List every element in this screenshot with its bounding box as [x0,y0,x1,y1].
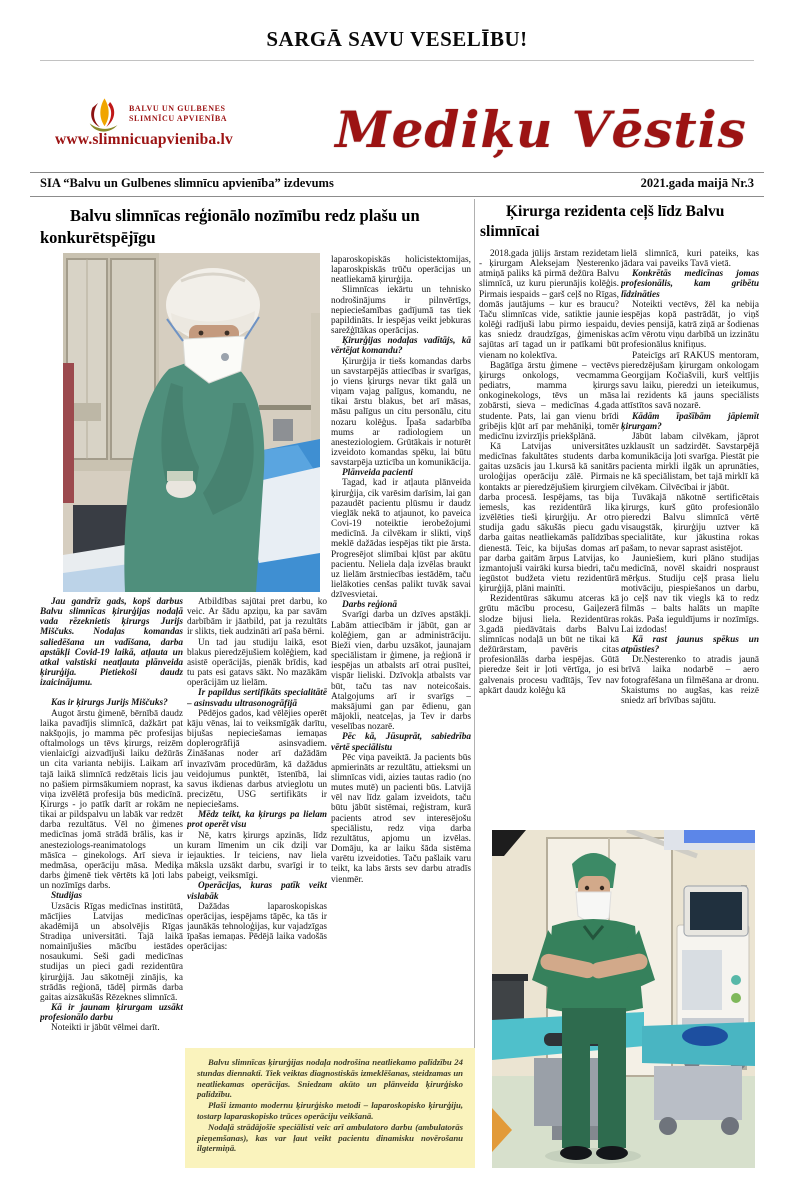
paragraph: Pēc kā, Jūsuprāt, sabiedrība vērtē speciālistu [331,732,471,753]
paragraph: Svarīgi darba un dzīves apstākļi. Labām attiecībām ir jābūt, gan ar kolēģiem, gan ar administrāciju. Bieži vien, darbu uzsākot, jaunajam speciālistam ir ģimene, ja reģionā ir iespējas un atbalsts arī otrai pusītei, vispār lieliski. Dzīvokļa atbalsts var būt, taču tas nav noteicošais. Atalgojums arī ir svarīgs – maksājumi gan par ēdienu, gan mājokli, neatceļas, ja Tev ir darbs veselības nozarē. [331,610,471,733]
paragraph: Nodaļā strādājošie speciālisti veic arī ambulatoro darbu (ambulatorās pieņemšanas), kas var ļaut veikt pacientu dinamisku novērošanu ilgtermiņā. [197,1121,463,1154]
paragraph: Bagātīga ārstu ģimene – vectēvs ķirurgs onkologs, vecmamma pediatrs, mamma ķirurgs onkoginekologs, tēvs un māsa zobārsti, sieva – medicīnas 4.gada studente. Pats, lai gan vienu brīdi gribējis kļūt arī par mehāniķi, tomēr medicīnu izvirzījis priekšplānā. [479,360,619,442]
issue-bar [40,176,754,191]
paragraph: Studijas [51,891,83,902]
issue-date-number: 2021.gada maijā Nr.3 [640,176,754,190]
paragraph: Plānveida pacienti [342,468,414,479]
left-article-column-1 [40,597,183,1172]
paragraph: Kā rast jaunus spēkus un atpūsties? [621,634,759,656]
paragraph: Ir papildus sertifikāts specialitātē – asinsvadu ultrasonogrāfijā [187,688,327,709]
left-article-column-2 [187,597,327,1047]
paragraph: Tuvākajā nākotnē sertificētais ķirurgs, kurš gūto profesionālo pieredzi Balvu slimnīcā vērtē visaugstāk, ķirurģiju uztver kā specialitāte, kur jākustina rokas pašam, to nevar saprast asistējot. [621,492,759,554]
paragraph: 2018.gada jūlijs ārstam rezidetam - ķirurgam Aleksejam Ņesterenko atmiņā paliks kā pirmā dežūra Balvu slimnīcā, uz kuru pierunājis kolēģis. Pirmais iespaids – garš ceļš no Rīgas, domās jautājums – kur es braucu? Taču slimnīcas vide, satiktie jaunie kolēģi radījuši labu pirmo iespaidu, kas sniedz draudzīgas, ģimeniskas sajūtas arī tagad un ir patīkami būt vienam no kolektīva. [479,249,619,361]
right-article-title: Ķirurga rezidenta ceļš līdz Balvu slimnīcai [480,203,725,241]
paragraph: Kā ir jaunam ķirurgam uzsākt profesionālo darbu [40,1003,183,1024]
left-article-title: Balvu slimnīcas reģionālo nozīmību redz plašu un konkurētspējīgu [40,206,420,247]
left-article-column-3 [331,255,471,1037]
paragraph: laparoskopiskās holicistektomijas, laparoskpiskās trūču operācijas un neatliekamā ķirurģija. [331,255,471,286]
column-divider [474,199,475,1168]
paragraph: Ķirurģijas nodaļas vadītājs, kā vērtējat komandu? [331,336,471,357]
issue-bar-bottom-rule [30,196,764,197]
paragraph: Nē, katrs ķirurgs apzinās, līdz kuram līmenim un cik dziļi var iejaukties. Ir teiciens, nav liela māksla uzsākt darbu, svarīgi ir to pabeigt, veiksmīgi. [187,830,327,882]
masthead-title: Mediķu Vēstis [335,100,747,159]
issue-bar-top-rule [30,172,764,173]
issue-publisher: SIA “Balvu un Gulbenes slimnīcu apvienība” izdevums [40,176,334,190]
paragraph: Pēc viņa paveiktā. Ja pacients būs apmierināts ar rezultātu, attieksmi un slimnīcas vidi, aizies tautas radio (no mutes mutē) un pacienti būs. Latvijā vēl nav līdz galam izveidots, taču būtu jābūt sistēmai, reģistram, kurā pacients atrod sev interesējošu speciālistu, redz viņa darba rezultātus, apjomu un izvēlas. Domāju, ka ar laiku šāda sistēma varētu izveidoties. Taču pašlaik varu teikt, ka labs ārsts sev darbu atradīs vienmēr. [331,752,471,885]
paragraph: Dr.Ņesterenko to atradis jaunā brīvā laika nodarbē – aero fotografēšana un filmēšana ar dronu. Skaistums no augšas, kas reizē sniedz arī brīvības sajūtu. [621,655,759,706]
paragraph: Jau gandrīz gads, kopš darbus Balvu slimnīcas ķirurģijas nodaļā vada rēzeknietis ķirurgs Jurijs Miščuks. Nodaļas komandas saliedēšana un vadīšana, darba apstākļi Covid-19 laikā, atļauta un atkal valstiski neatļauta plānveida ķirurģija. Pietiekoši daudz izaicinājumu. [40,597,183,689]
surgery-department-info-box [185,1048,475,1168]
page-slogan: SARGĀ SAVU VESELĪBU! [266,27,528,51]
paragraph: Un tad jau studiju laikā, esot blakus pieredzējušiem kolēģiem, kad asistē operācijās, pienāk brīdis, kad tu pats esi gatavs sākt. No mazākām operācijām uz lielām. [187,637,327,689]
paragraph: Pateicīgs arī RAKUS mentoram, pieredzējušam ķirurgam onkologam Georgijam Kočiašvili, kurš veltījis savu laiku, pieredzi un ieteikumus, lai rezidents kā jauns speciālists attīstītos savā nozarē. [621,350,759,412]
paragraph: Jābūt labam cilvēkam, jāprot uzklausīt un sadzirdēt. Savstarpējā komunikācija ļoti svarīga. Piestāt pie pacienta mirkli ilgāk un aprunāties, ne kā speciālistam, bet tajā mirklī kā cilvēkam. Cilvēcībai ir jābūt. [621,431,759,493]
paragraph: Pēdējos gados, kad vēlējies operēt kāju vēnas, lai to veiksmīgāk darītu, bijušas nepieciešamas iemaņas doplerogrāfijā asinsvadiem. Zināšanas noder arī dažādām invazīvām procedūrām, kā dažādus veidojumus punktēt, īstenībā, lai savus ikdienas darbus atvieglotu un precizētu, USG sertifikāts ir nepieciešams. [187,708,327,811]
logo-text-line2: SLIMNĪCU APVIENĪBA [129,113,228,123]
flame-logo-icon [86,95,123,135]
paragraph: Kādām īpašībām jāpiemīt ķirurgam? [621,411,759,432]
paragraph: Ķirurģija ir tiešs komandas darbs un savstarpējās attiecības ir svarīgas, jo viens ķirurgs nevar tikt galā un viņam vajag palīgus, komandu, ne tikai ārstu blakus, bet arī māsas, māsu palīgus un citu personālu, citu nozaru kolēģus. Īpaša sadarbība mums ar radiologiem un anesteziologiem. Grūtākais ir noturēt izveidoto komandas spēku, lai būtu savstarpēja uzticība un komunikācija. [331,356,471,469]
paragraph: Plaši izmanto modernu ķirurģisko metodi – laparoskopisko ķirurģiju, tostarp laparaskopisko trūces operāciju veikšanā. [197,1100,463,1121]
paragraph: Balvu slimnīcas ķirurģijas nodaļa nodrošina neatliekamo palīdzību 24 stundas diennaktī. Tiek veiktas diagnostiskās izmeklēšanas, steidzamas un neatliekamas operācijas. Sniedzam akūto un plānveida ķirurģisko palīdzību. [197,1057,463,1100]
resident-surgeon-photo [492,830,755,1168]
paragraph: Uzsācis Rīgas medicīnas institūtā, mācījies Latvijas medicīnas akadēmijā un absolvējis Rīgas Stradiņa universitāti. Tajā laikā nomainījušies mācību iestādes nosaukumi. Seši gadi medicīnas studijas un pieci gadi rezidentūra ķirurģijā. Jau sākotnēji zinājis, ka strādās reģionā, tādēļ pirmās darba gaitas aizsākušās Rēzeknes slimnīcā. [40,901,183,1003]
hospital-logo [86,95,227,135]
paragraph: lielā slimnīcā, kuri pateiks, kas jādara vai paveiks Tavā vietā. [621,249,759,270]
paragraph: Noteikti vectēvs, žēl ka nebija iespējas kopā pastrādāt, jo viņš devies pensijā, katrā ziņā ar šodienas acīm vērotu viņu darbībā un izzinātu profesionālus knifiņus. [621,299,759,351]
logo-text-line1: BALVU UN GULBENES [129,104,226,113]
paragraph: Operācijas, kuras patīk veikt vislabāk [187,881,327,902]
website-link[interactable]: www.slimnicuapvieniba.lv [55,131,233,148]
paragraph: Rezidentūras sākumu atceras kā grūtu mācību procesu, Gaiļezerā slodze bijusi liela. Rezidentūras 3.gadā piedāvātais darbs Balvu slimnīcas nodaļā un būt ne tikai kā dežūrārstam, pavēris citas profesionālās darba iespējas. Gūtā pieredze šeit ir ļoti vērtīga, jo esi galvenais procesu vadītājs, Tev nav apkārt daudz kolēģu kā [479,594,619,696]
right-article-column-2 [621,249,759,829]
surgeon-operating-photo [63,253,320,592]
paragraph: Kas ir ķirurgs Jurijs Miščuks? [51,698,168,709]
paragraph: Tagad, kad ir atļauta plānveida ķirurģija, cik varēsim darīsim, lai gan pazaudēt pacientu plūsmu ir daudz vieglāk nekā to atjaunot, ko paveica Covi-19 noteiktie ierobežojumi medicīnā. Ja cilvēkam ir slikti, viņš meklē dažādas iespējas tikt pie ārsta. Progresējot slimībai kļūst par akūtu pacientu. Neliela daļa izvēlas braukt uz lielām ārstniecības iestādēm, taču lielākoties cenšas palikt tuvāk savai dzīvesvietai. [331,478,471,601]
logo-text [129,95,227,123]
paragraph: Darbs reģionā [342,600,398,611]
right-article-column-1 [479,249,619,827]
paragraph: Atbildības sajūtai pret darbu, ko veic. Ar šādu apziņu, ka par savām darbībām ir jāatbild, pat ja rezultāts ir slikts, tiek audzināti arī paša bērni. [187,597,327,638]
paragraph: Dažādas laparoskopiskas operācijas, iespējams tāpēc, ka tās ir jaunākās tehnoloģijas, kur vajadzīgas īpašas iemaņas. Pēdējā laika vadošās operācijas: [187,901,327,953]
paragraph: Noteikti ir jābūt vēlmei darīt. [51,1023,160,1034]
paragraph: Slimnīcas iekārtu un tehnisko nodrošinājums ir pilnvērtīgs, nepieciešamības gadījumā tas tiek papildināts. Ir iespējas veikt jebkuras sarežģītākas operācijas. [331,285,471,337]
paragraph: Mēdz teikt, ka ķirurgs pa lielam prot operēt visu [187,810,327,831]
slogan-divider [40,60,754,61]
paragraph: Augot ārstu ģimenē, bērnībā daudz laika pavadījis slimnīcā, dažkārt pat nakšņojis, jo mamma pēc profesijas oftalmologs un tēvs ķirurgs, reizēm vienlaicīgi aizvadījuši laiku dežūrās un cita varianta nebijis. Laikam arī tajā laikā slimnīcā redzētais licis jau no pašiem pirmsākumiem noprast, ka viņa izvēlētā profesija būs medicīnā. Ķirurgs - jo patīk darīt ar rokām ne tikai ar pildspalvu un labāk var redzēt darba rezultātus. Vēl no ģimenes medicīnas jomā strādā brālis, kas ir anesteziologs-reanimatologs un māsīca – ginekologs. Arī sieva ir medmāsa, operāciju māsa. Mediķa darbs ģimenē tiek vērtēts kā ļoti labs un nozīmīgs darbs. [40,708,183,892]
paragraph: Konkrētās medicīnas jomas profesionālis, kam gribētu līdzināties [621,269,759,300]
paragraph: Jauniešiem, kuri plāno studijas medicīnā, novēl skaidri nospraust mērķus. Studiju ceļš prasa lielu motivāciju, piespiešanos un darbu, jo ceļš nav tik viegls kā to redz filmās – balts halāts un mapīte rokās. Paša ieguldījums ir nozīmīgs. Lai izdodas! [621,553,759,635]
paragraph: Kā Latvijas universitātes medicīnas fakultātes students darba gaitas uzsācis jau 1.kursā kā sanitārs uroloģijas operāciju zālē. Pirmais kontakts ar pieredzējušiem ķirurgiem darba procesā. Iespējams, tas bija iemesls, kas rezidentūrā lika izvēlēties tieši ķirurģiju. Ar otro studija gadu sākušās piecu gadu darba gaitas neatliekamās palīdzības dienestā. Teic, ka bijušas domas arī par darba gaitām ārpus Latvijas, ko izmantojuši vairāki kursa biedri, taču iegūstot budžeta vietu rezidentūrā ķirurģijā, plāni mainīti. [479,441,619,595]
